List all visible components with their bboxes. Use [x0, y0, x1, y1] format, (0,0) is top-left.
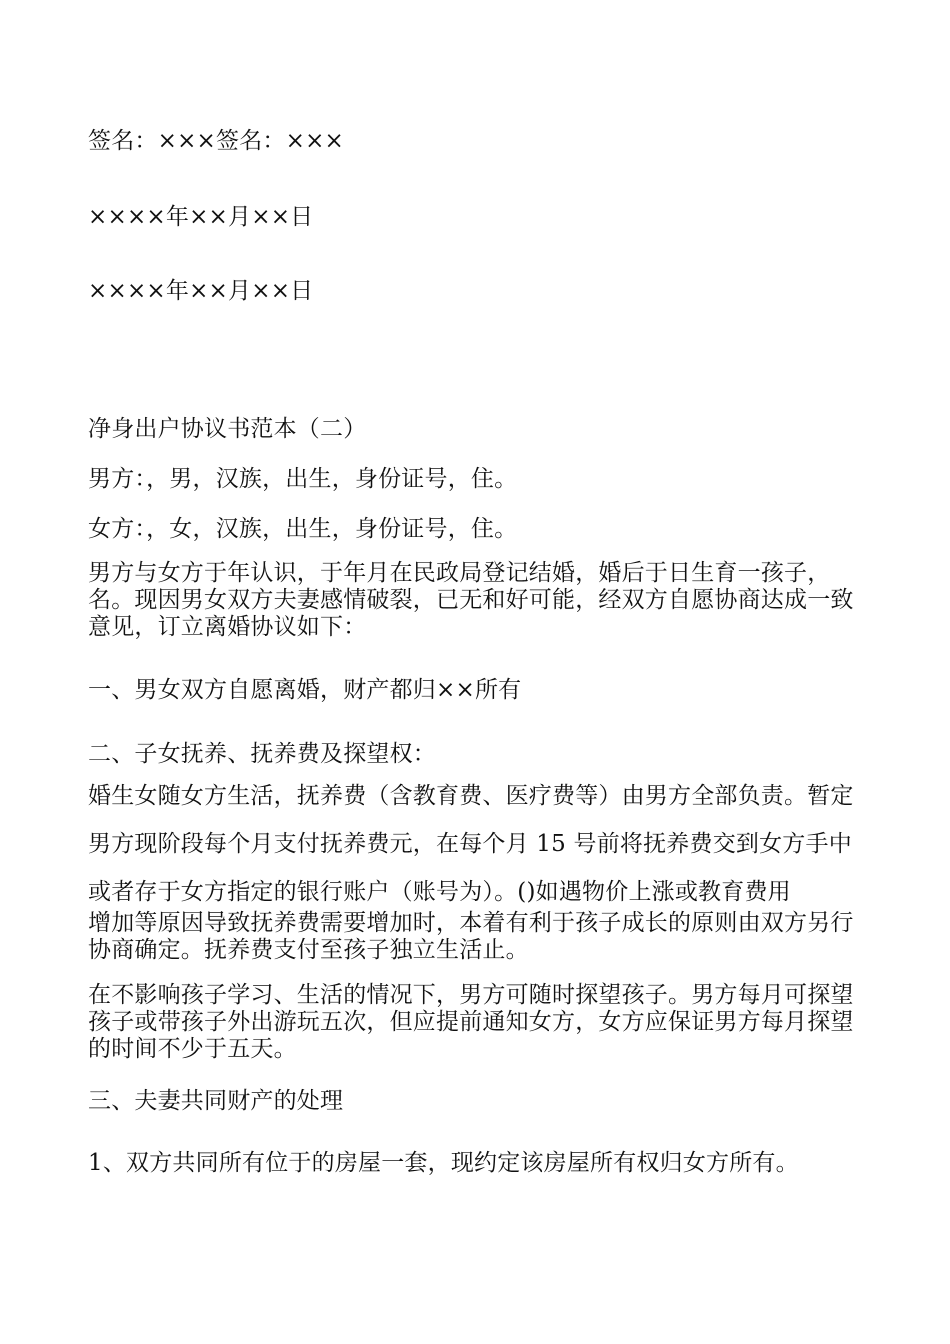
woman-info: 女方：，女，汉族，出生，身份证号，住。 — [88, 516, 518, 542]
clause-3-heading: 三、夫妻共同财产的处理 — [88, 1088, 344, 1114]
document-title: 净身出户协议书范本（二） — [88, 416, 367, 442]
clause-1-heading: 一、男女双方自愿离婚，财产都归××所有 — [88, 677, 522, 703]
visitation-paragraph: 在不影响孩子学习、生活的情况下，男方可随时探望孩子。男方每月可探望孩子或带孩子外出游玩五次，但应提前通知女方，女方应保证男方每月探望的时间不少于五天。 — [88, 982, 854, 1062]
clause-2-heading: 二、子女抚养、抚养费及探望权： — [88, 741, 436, 767]
signature-date-2: ××××年××月××日 — [88, 278, 314, 304]
custody-paragraph-continued: 增加等原因导致抚养费需要增加时，本着有利于孩子成长的原则由双方另行协商确定。抚养费支付至孩子独立生活止。 — [88, 910, 854, 963]
signature-line: 签名：×××签名：××× — [88, 128, 345, 154]
man-info: 男方：，男，汉族，出生，身份证号，住。 — [88, 466, 518, 492]
intro-paragraph: 男方与女方于年认识，于年月在民政局登记结婚，婚后于日生育一孩子，名。现因男女双方夫妻感情破裂，已无和好可能，经双方自愿协商达成一致意见，订立离婚协议如下： — [88, 560, 854, 640]
custody-paragraph: 婚生女随女方生活，抚养费（含教育费、医疗费等）由男方全部负责。暂定男方现阶段每个月支付抚养费元，在每个月 15 号前将抚养费交到女方手中或者存于女方指定的银行账户（账号为）。()如遇物价上涨或教育费用 — [88, 783, 854, 905]
signature-date-1: ××××年××月××日 — [88, 204, 314, 230]
property-item-1: 1、双方共同所有位于的房屋一套，现约定该房屋所有权归女方所有。 — [88, 1150, 799, 1176]
